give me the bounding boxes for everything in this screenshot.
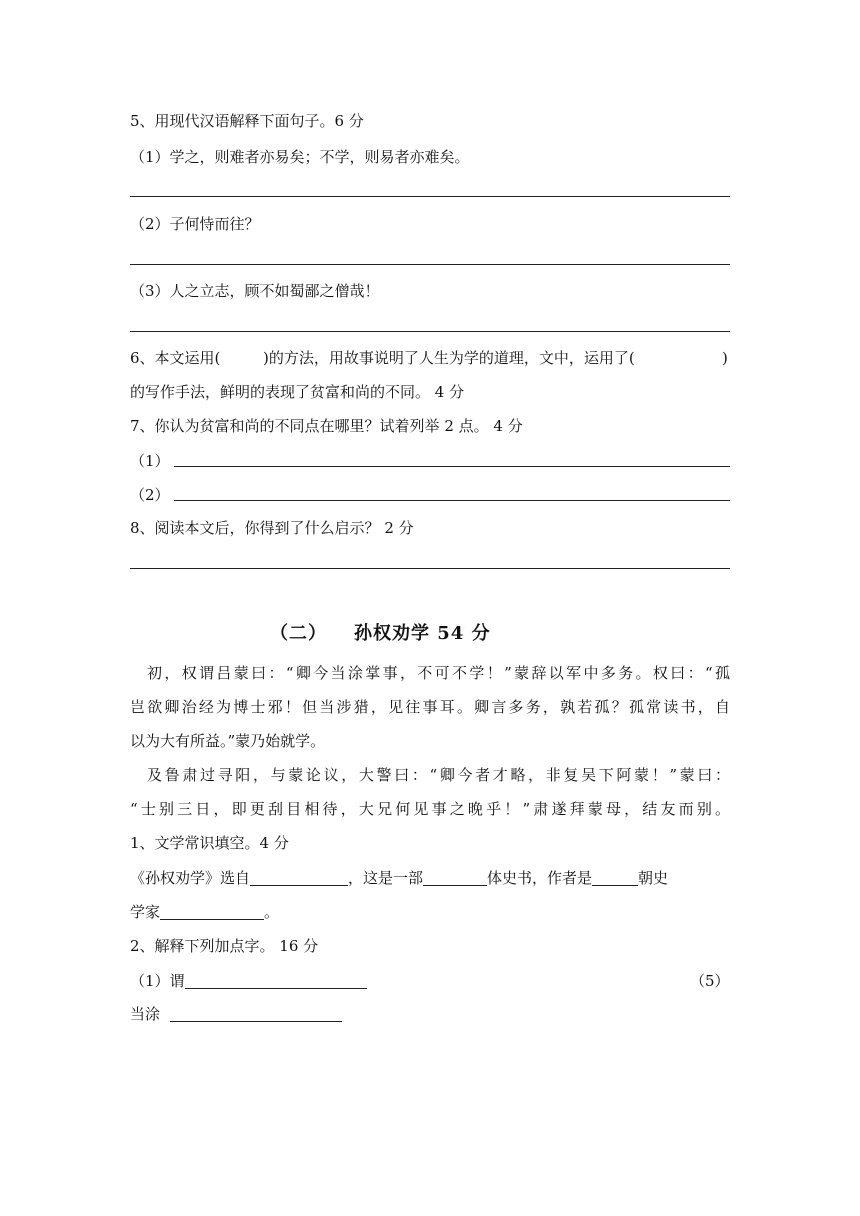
q6-line-1-middle: )的方法，用故事说明了人生为学的道理，文中，运用了( [263,349,635,367]
passage-line: 初，权谓吕蒙曰：“卿今当涂掌事，不可不学！”蒙辞以军中多务。权曰：“孤 [147,664,730,682]
s2-q1-text: 朝史 [638,869,669,887]
s2-q1-text: ，这是一部 [348,869,424,887]
blank-line[interactable] [423,869,487,886]
s2-q1-text: 学家 [130,903,161,921]
s2-q1-heading: 1、文学常识填空。4 分 [130,834,289,852]
s2-q2-heading: 2、解释下列加点字。 16 分 [130,937,319,955]
section-title: 孙权劝学 54 分 [354,623,491,644]
s2-q1-text: 。 [264,903,280,921]
s2-q2-item-label: （1）谓 [130,972,185,990]
passage-line: “士别三日，即更刮目相待，大兄何见事之晚乎！”肃遂拜蒙母，结友而别。 [130,800,730,818]
passage-line: 以为大有所益。”蒙乃始就学。 [130,732,326,750]
s2-q2-item-5-label: （5） [690,972,730,990]
s2-q2-item-1 [130,971,367,991]
q7-heading: 7、你认为贫富和尚的不同点在哪里？试着列举 2 点。 4 分 [130,417,523,435]
answer-line[interactable] [130,264,730,265]
blank-line[interactable] [185,972,367,989]
q5-sentence-3: （3）人之立志，顾不如蜀鄙之僧哉！ [130,282,380,300]
q5-heading: 5、用现代汉语解释下面句子。6 分 [130,112,364,130]
s2-q1-text: 体史书，作者是 [487,869,593,887]
s2-q1-line-1 [130,868,730,888]
s2-q1-text: 《孙权劝学》选自 [130,869,251,887]
passage-line: 岂欲卿治经为博士邪！但当涉猎，见往事耳。卿言多务，孰若孤？孤常读书，自 [130,698,730,716]
q7-item-2-label: （2） [130,486,170,504]
answer-line[interactable] [130,568,730,569]
answer-line[interactable] [174,500,730,501]
s2-q2-item-label: 当涂 [130,1005,161,1023]
q7-item-1-label: （1） [130,452,170,470]
blank-line[interactable] [160,903,264,920]
blank-line[interactable] [250,869,348,886]
answer-line[interactable] [174,466,730,467]
q6-line-1-start: 6、本文运用( [130,349,221,367]
s2-q2-item-2 [130,1004,342,1024]
q6-line-1-end: ) [722,349,728,367]
blank-line[interactable] [170,1005,342,1022]
section-number: （二） [270,623,327,644]
answer-line[interactable] [130,331,730,332]
answer-line[interactable] [130,196,730,197]
q8-heading: 8、阅读本文后，你得到了什么启示？ 2 分 [130,519,414,537]
q5-sentence-1: （1）学之，则难者亦易矣；不学，则易者亦难矣。 [130,148,470,166]
passage-line: 及鲁肃过寻阳，与蒙论议，大警曰：“卿今者才略，非复吴下阿蒙！”蒙曰： [147,766,730,784]
blank-line[interactable] [592,869,638,886]
s2-q1-line-2 [130,902,279,922]
q5-sentence-2: （2）子何恃而往？ [130,215,260,233]
q6-line-2: 的写作手法，鲜明的表现了贫富和尚的不同。 4 分 [130,383,465,401]
